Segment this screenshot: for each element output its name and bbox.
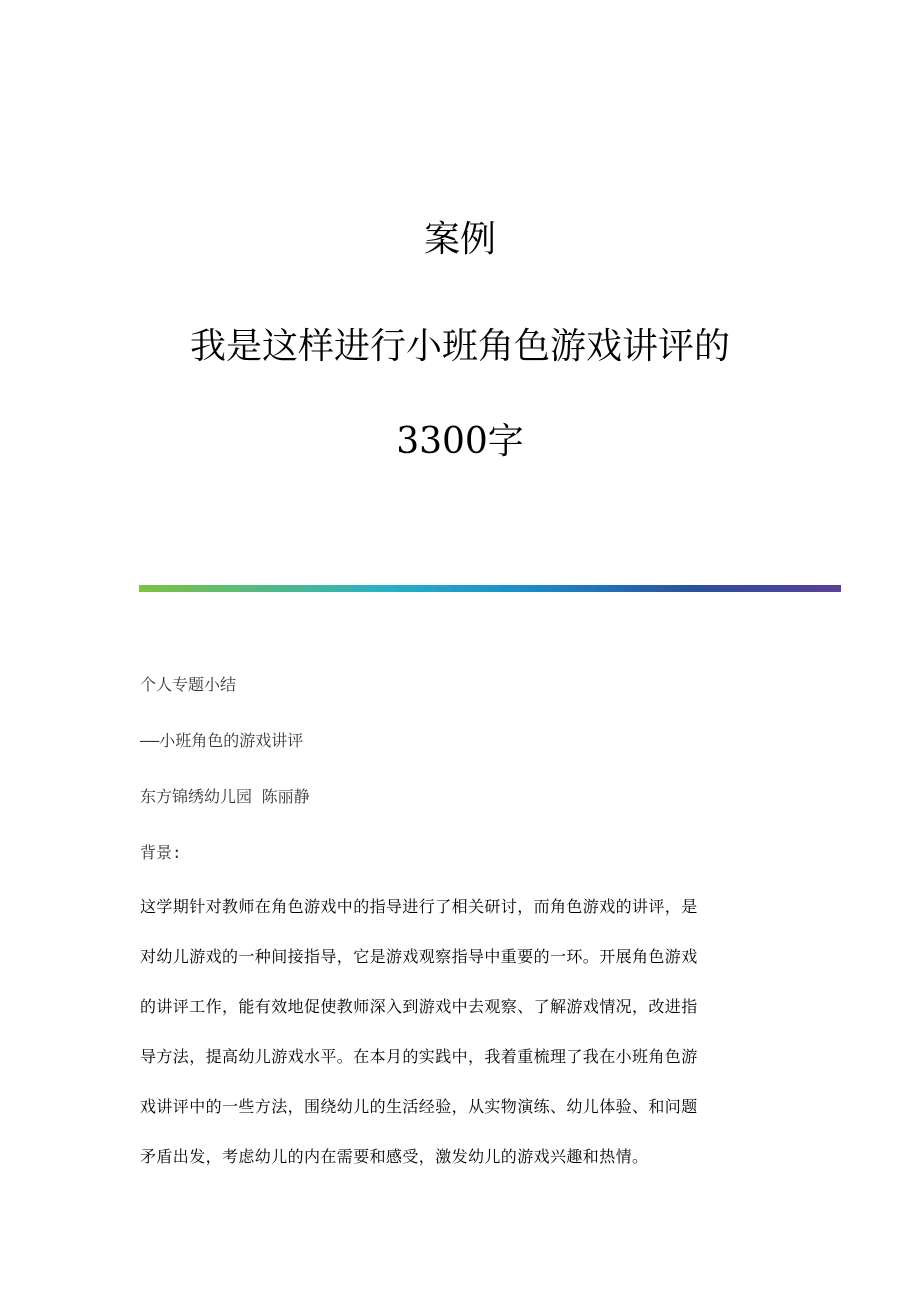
document-word-count: 3300字 bbox=[396, 421, 524, 462]
gradient-divider bbox=[139, 585, 841, 592]
paragraph-line: 矛盾出发，考虑幼儿的内在需要和感受，激发幼儿的游戏兴趣和热情。 bbox=[140, 1147, 649, 1166]
document-title: 案例 bbox=[423, 219, 496, 260]
background-paragraph bbox=[140, 895, 774, 1195]
author-line: 东方锦绣幼儿园 陈丽静 bbox=[140, 787, 310, 806]
document-title-main: 我是这样进行小班角色游戏讲评的 bbox=[189, 326, 730, 367]
category-label: 个人专题小结 bbox=[140, 675, 237, 694]
paragraph-line: 导方法，提高幼儿游戏水平。在本月的实践中，我着重梳理了我在小班角色游 bbox=[140, 1047, 698, 1066]
subtitle: ——小班角色的游戏讲评 bbox=[140, 731, 304, 750]
paragraph-line: 的讲评工作，能有效地促使教师深入到游戏中去观察、了解游戏情况，改进指 bbox=[140, 997, 698, 1016]
section-heading-background: 背景: bbox=[140, 843, 182, 862]
paragraph-line: 对幼儿游戏的一种间接指导，它是游戏观察指导中重要的一环。开展角色游戏 bbox=[140, 947, 698, 966]
paragraph-line: 戏讲评中的一些方法，围绕幼儿的生活经验，从实物演练、幼儿体验、和问题 bbox=[140, 1097, 698, 1116]
paragraph-line: 这学期针对教师在角色游戏中的指导进行了相关研讨，而角色游戏的讲评，是 bbox=[140, 897, 698, 916]
